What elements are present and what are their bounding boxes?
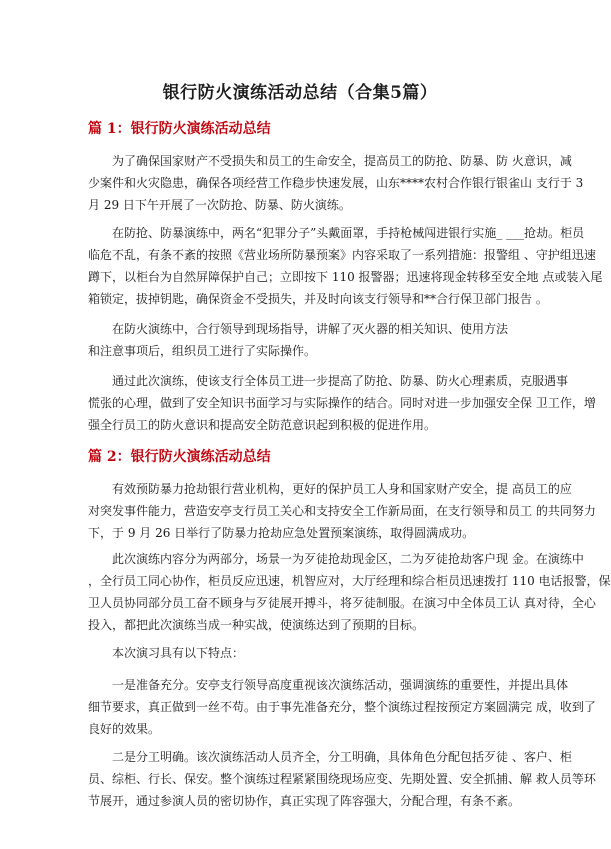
section-1-paragraph-3: [88, 318, 558, 362]
paragraph-line: 员、综柜、行长、保安。整个演练过程紧紧围绕现场应变、先期处置、安全抓捕、解 救人员等环: [88, 772, 596, 786]
paragraph-line: 在防火演练中，合行领导到现场指导，讲解了灭火器的相关知识、使用方法: [112, 322, 509, 336]
section-2-heading: [88, 446, 271, 466]
paragraph-line: 蹲下，以柜台为自然屏障保护自己；立即按下 110 报警器；迅速将现金转移至安全地 点或装入尾: [88, 270, 603, 284]
section-2-paragraph-1: [88, 478, 596, 544]
section-1-paragraph-1: [88, 150, 584, 216]
paragraph-line: 细节要求，真正做到一丝不苟。由于事先准备充分，整个演练过程按预定方案圆满完 成，收到了: [88, 700, 596, 714]
paragraph-line: 下，于 9 月 26 日举行了防暴力抢劫应急处置预案演练，取得圆满成功。: [88, 526, 475, 540]
section-1-title: 银行防火演练活动总结: [130, 121, 271, 137]
paragraph-line: 有效预防暴力抢劫银行营业机构，更好的保护员工人身和国家财产安全，提 高员工的应: [112, 482, 572, 496]
section-2-title: 银行防火演练活动总结: [130, 449, 271, 465]
section-1-paragraph-4: [88, 370, 596, 436]
paragraph-line: 本次演习具有以下特点：: [112, 646, 245, 660]
section-1-heading: [88, 118, 271, 138]
paragraph-line: 此次演练内容分为两部分，场景一为歹徒抢劫现金区，二为歹徒抢劫客户现 金。在演练中: [112, 552, 584, 566]
paragraph-line: 临危不乱，有条不紊的按照《营业场所防暴预案》内容采取了一系列措施：报警组 、守护组迅速: [88, 248, 596, 262]
paragraph-line: 对突发事件能力，营造安亭支行员工关心和支持安全工作新局面，在支行领导和员工 的共同努力: [88, 504, 596, 518]
paragraph-line: 节展开，通过参演人员的密切协作，真正实现了阵容强大，分配合理，有条不紊。: [88, 794, 521, 808]
paragraph-line: 投入，都把此次演练当成一种实战，使演练达到了预期的目标。: [88, 618, 425, 632]
paragraph-line: 一是准备充分。安亭支行领导高度重视该次演练活动，强调演练的重要性，并提出具体: [112, 678, 569, 692]
section-2-paragraph-5: [88, 746, 596, 812]
paragraph-line: 卫人员协同部分员工奋不顾身与歹徒展开搏斗，将歹徒制服。在演习中全体员工认 真对待，全心: [88, 596, 596, 610]
section-2-paragraph-3: [88, 642, 558, 664]
section-2-paragraph-4: [88, 674, 596, 740]
paragraph-line: ，全行员工同心协作，柜员反应迅速，机智应对，大厅经理和综合柜员迅速拨打 110 电话报警，保: [88, 574, 611, 588]
paragraph-line: 慌张的心理，做到了安全知识书面学习与实际操作的结合。同时对进一步加强安全保 卫工作，增: [88, 396, 596, 410]
paragraph-line: 为了确保国家财产不受损失和员工的生命安全，提高员工的防抢、防暴、防 火意识，减: [112, 154, 572, 168]
paragraph-line: 少案件和火灾隐患，确保各项经营工作稳步快速发展，山东****农村合作银行银雀山 支行于 3: [88, 176, 584, 190]
section-2-paragraph-2: [88, 548, 611, 636]
paragraph-line: 在防抢、防暴演练中，两名“犯罪分子”头戴面罩，手持枪械闯进银行实施_ ___抢劫。柜员: [112, 226, 585, 240]
section-1-paragraph-2: [88, 222, 603, 310]
paragraph-line: 通过此次演练，使该支行全体员工进一步提高了防抢、防暴、防火心理素质，克服遇事: [112, 374, 569, 388]
paragraph-line: 良好的效果。: [88, 722, 161, 736]
section-2-prefix: 篇 2：: [88, 449, 131, 465]
section-1-prefix: 篇 1：: [88, 121, 131, 137]
paragraph-line: 和注意事项后，组织员工进行了实际操作。: [88, 344, 317, 358]
paragraph-line: 强全行员工的防火意识和提高安全防范意识起到积极的促进作用。: [88, 418, 437, 432]
document-title: 银行防火演练活动总结（合集5篇）: [162, 83, 438, 103]
paragraph-line: 箱锁定，拔掉钥匙，确保资金不受损失，并及时向该支行领导和**合行保卫部门报告 。: [88, 292, 548, 306]
paragraph-line: 月 29 日下午开展了一次防抢、防暴、防火演练。: [88, 198, 351, 212]
paragraph-line: 二是分工明确。该次演练活动人员齐全，分工明确，具体角色分配包括歹徒 、客户、柜: [112, 750, 572, 764]
